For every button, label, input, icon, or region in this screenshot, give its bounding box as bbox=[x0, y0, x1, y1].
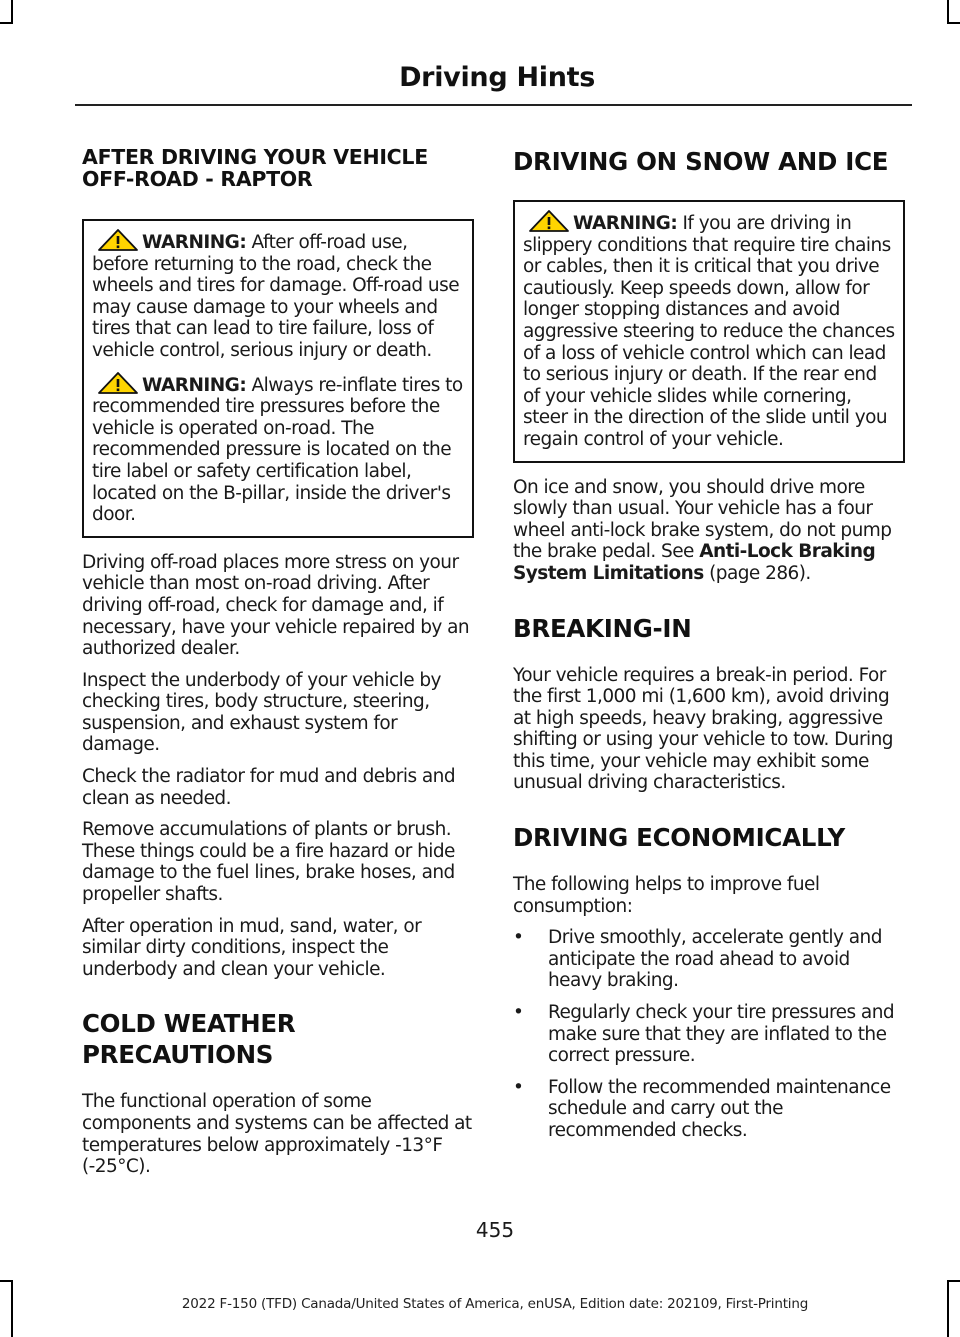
warning-text: Always re-inflate tires to recommended tire pressures before the vehicle is operated on-road. The recommended pressure is located on the tire label or safety certification label, located on the B-pillar, inside the driver's door. bbox=[92, 374, 463, 526]
crop-mark bbox=[947, 1280, 960, 1282]
left-column bbox=[82, 146, 474, 1178]
bullet-glyph: • bbox=[513, 1002, 524, 1024]
cross-reference-link[interactable]: Anti-Lock Braking System Limitations bbox=[513, 541, 876, 584]
warning-paragraph bbox=[92, 229, 464, 362]
body-paragraph bbox=[513, 477, 905, 585]
crop-mark bbox=[947, 22, 960, 24]
list-item bbox=[513, 1077, 905, 1142]
section-heading-cold-weather-line2: PRECAUTIONS bbox=[82, 1040, 274, 1070]
warning-text: After off-road use, before returning to the road, check the wheels and tires for damage. Off-road use may cause damage to your wheels and tires that can lead to tire failure, loss of vehicle control, serious injury or death. bbox=[92, 232, 460, 361]
warning-triangle-icon bbox=[98, 372, 138, 394]
list-item bbox=[513, 927, 905, 992]
body-paragraph: Your vehicle requires a break-in period. For the first 1,000 mi (1,600 km), avoid driving at high speeds, heavy braking, aggressive shifting or using your vehicle to tow. During this time, your vehicle may exhibit some unusual driving characteristics. bbox=[513, 664, 893, 794]
body-text: (page 286). bbox=[703, 562, 811, 584]
list-item-text: Drive smoothly, accelerate gently and anticipate the road ahead to avoid heavy braking. bbox=[548, 927, 882, 992]
warning-triangle-icon bbox=[98, 229, 138, 251]
body-paragraph: Driving off-road places more stress on your vehicle than most on-road driving. After driving off-road, check for damage and, if necessary, have your vehicle repaired by an authorized dealer. bbox=[82, 551, 470, 660]
section-heading-cold-weather-line1: COLD WEATHER bbox=[82, 1009, 296, 1039]
list-item-text: Follow the recommended maintenance schedule and carry out the recommended checks. bbox=[548, 1076, 891, 1141]
body-text: On ice and snow, you should drive more slowly than usual. Your vehicle has a four wheel anti-lock brake system, do not pump the brake pedal. See bbox=[513, 476, 892, 563]
list-item-text: Regularly check your tire pressures and make sure that they are inflated to the correct pressure. bbox=[548, 1002, 895, 1067]
body-paragraph: Remove accumulations of plants or brush. These things could be a fire hazard or hide damage to the fuel lines, brake hoses, and propeller shafts. bbox=[82, 819, 455, 906]
warning-paragraph bbox=[523, 210, 895, 451]
body-paragraph: Check the radiator for mud and debris and clean as needed. bbox=[82, 766, 456, 809]
page-number: 455 bbox=[475, 1218, 515, 1242]
body-paragraph: After operation in mud, sand, water, or similar dirty conditions, inspect the underbody and clean your vehicle. bbox=[82, 915, 422, 980]
section-heading-snow-ice: DRIVING ON SNOW AND ICE bbox=[513, 147, 889, 176]
crop-mark bbox=[0, 22, 13, 24]
crop-mark bbox=[11, 0, 13, 24]
header-divider bbox=[75, 104, 912, 106]
section-heading-after-offroad: AFTER DRIVING YOUR VEHICLE OFF-ROAD - RAPTOR bbox=[82, 145, 428, 191]
list-item bbox=[513, 1002, 905, 1067]
crop-mark bbox=[0, 1280, 13, 1282]
warning-box-offroad bbox=[82, 219, 474, 538]
warning-label: WARNING: bbox=[142, 232, 247, 253]
warning-label: WARNING: bbox=[573, 213, 678, 234]
bullet-glyph: • bbox=[513, 1076, 524, 1098]
body-paragraph: Inspect the underbody of your vehicle by checking tires, body structure, steering, suspension, and exhaust system for damage. bbox=[82, 669, 441, 756]
warning-box-snow-ice bbox=[513, 200, 905, 463]
bullet-glyph: • bbox=[513, 927, 524, 949]
economy-tips-list bbox=[513, 927, 905, 1141]
page-header-title: Driving Hints bbox=[399, 62, 595, 93]
section-heading-driving-economically: DRIVING ECONOMICALLY bbox=[513, 823, 845, 853]
warning-text: If you are driving in slippery conditions that require tire chains or cables, then it is critical that you drive cautiously. Keep speeds down, allow for longer stopping distances and avoid aggressive steering to reduce the chances of a loss of vehicle control which can lead to serious injury or death. If the rear end of your vehicle slides while cornering, steer in the direction of the slide until you regain control of your vehicle. bbox=[523, 213, 895, 450]
right-column bbox=[513, 146, 905, 1142]
footer-edition-info: 2022 F-150 (TFD) Canada/United States of America, enUSA, Edition date: 202109, First-Printing bbox=[181, 1296, 809, 1312]
body-paragraph: The functional operation of some components and systems can be affected at temperatures below approximately -13°F (-25°C). bbox=[82, 1091, 472, 1178]
body-paragraph: The following helps to improve fuel consumption: bbox=[513, 874, 820, 917]
warning-paragraph bbox=[92, 372, 464, 526]
section-heading-breaking-in: BREAKING-IN bbox=[513, 613, 692, 643]
warning-triangle-icon bbox=[529, 210, 569, 232]
crop-mark bbox=[947, 0, 949, 24]
warning-label: WARNING: bbox=[142, 374, 247, 396]
